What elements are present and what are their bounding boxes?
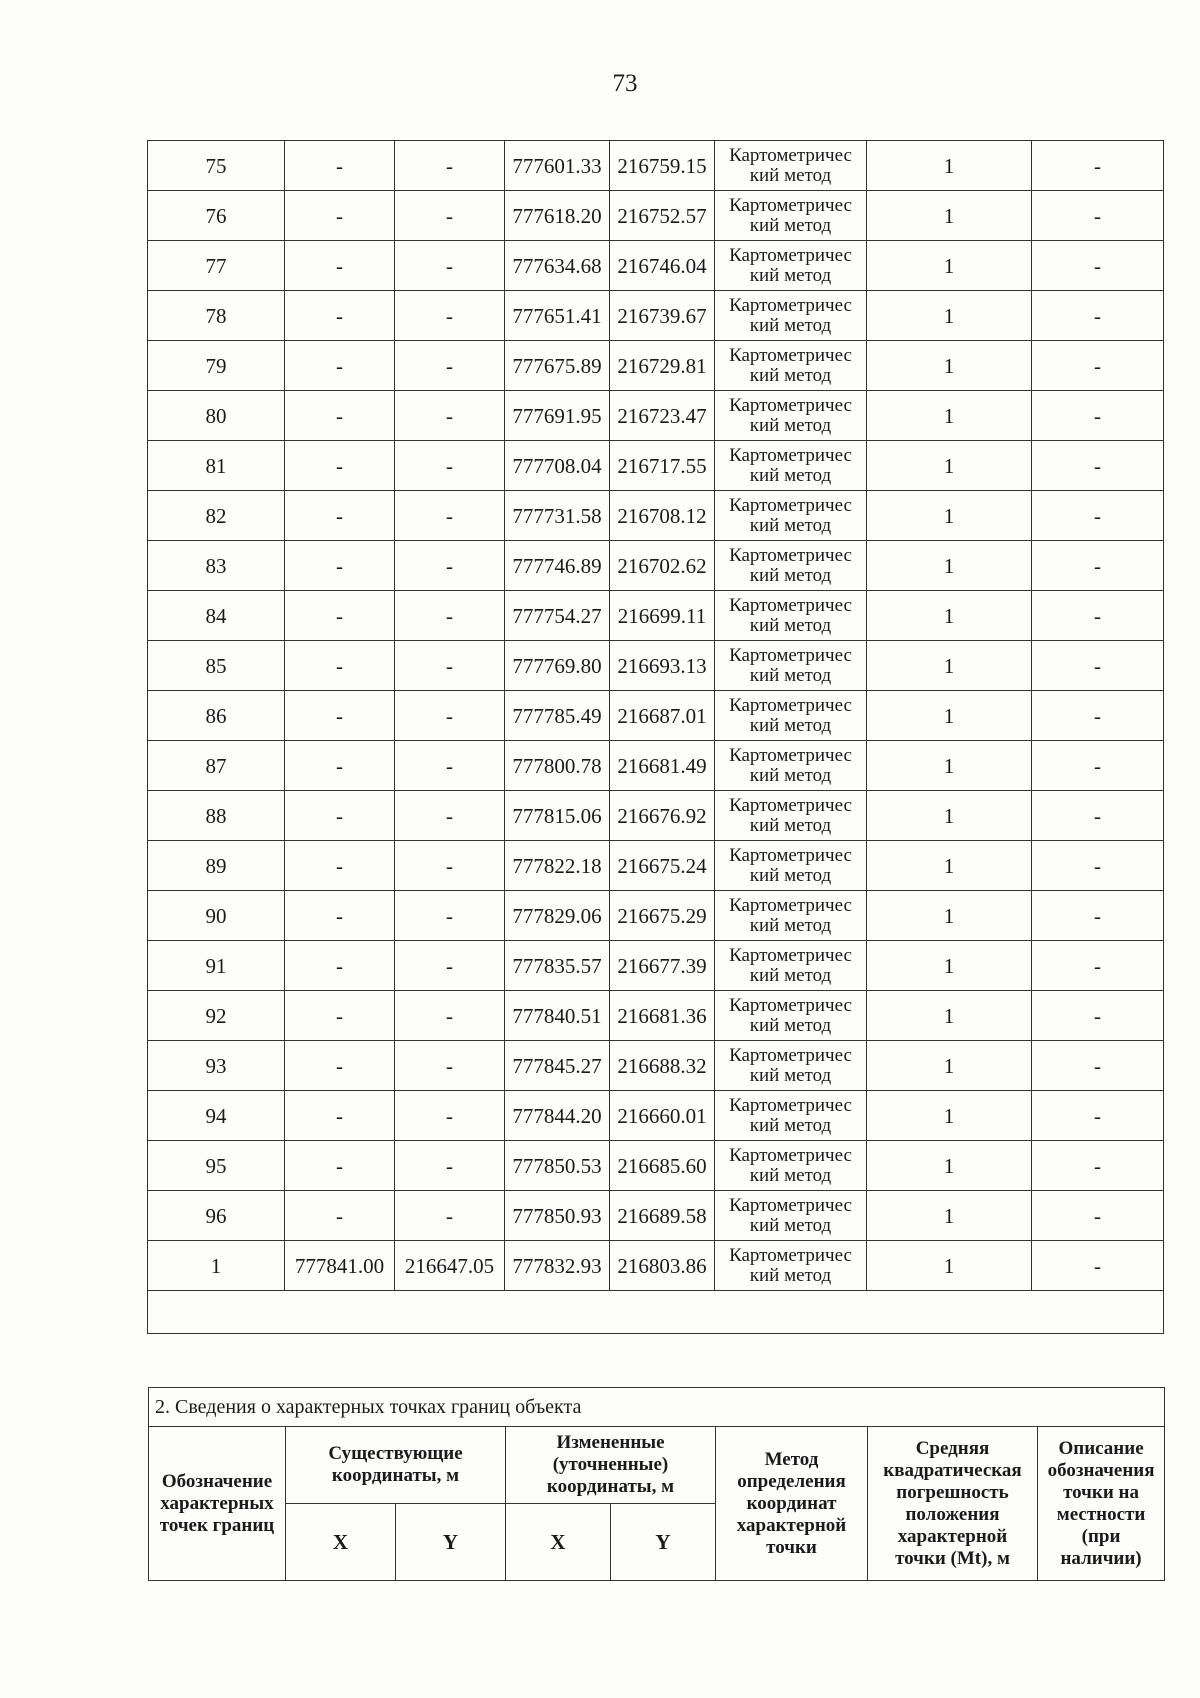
header-line: местности	[1056, 1503, 1146, 1525]
table-row	[148, 891, 1164, 941]
method-cell	[715, 391, 867, 441]
description-cell: -	[1032, 1141, 1164, 1191]
table-row	[148, 741, 1164, 791]
existing-x-cell: -	[285, 1141, 395, 1191]
existing-y-cell: -	[395, 1041, 505, 1091]
method-line: кий метод	[749, 164, 832, 186]
method-cell	[715, 1191, 867, 1241]
method-line: кий метод	[749, 264, 832, 286]
existing-y-cell: -	[395, 291, 505, 341]
header-line: наличии)	[1060, 1547, 1142, 1569]
existing-x-cell: -	[285, 141, 395, 191]
method-line: кий метод	[749, 814, 832, 836]
changed-x-cell: 777845.27	[505, 1041, 610, 1091]
changed-y-cell: 216688.32	[610, 1041, 715, 1091]
mt-cell: 1	[867, 1091, 1032, 1141]
header-line: Метод	[764, 1448, 819, 1470]
method-cell	[715, 241, 867, 291]
mt-cell: 1	[867, 941, 1032, 991]
existing-x-cell: -	[285, 441, 395, 491]
method-line: кий метод	[749, 664, 832, 686]
mt-cell: 1	[867, 441, 1032, 491]
existing-x-cell: -	[285, 591, 395, 641]
existing-y-cell: -	[395, 941, 505, 991]
method-line: кий метод	[749, 564, 832, 586]
table-row	[148, 241, 1164, 291]
mt-cell: 1	[867, 791, 1032, 841]
section-caption: 2. Сведения о характерных точках границ объекта	[149, 1388, 1165, 1427]
existing-y-cell: -	[395, 441, 505, 491]
description-cell: -	[1032, 241, 1164, 291]
existing-x-cell: -	[285, 741, 395, 791]
header-line: погрешность	[896, 1481, 1009, 1503]
header-line: Средняя	[915, 1437, 990, 1459]
method-line: кий метод	[749, 1164, 832, 1186]
existing-x-cell: -	[285, 991, 395, 1041]
method-line: Картометричес	[729, 194, 852, 216]
description-cell: -	[1032, 941, 1164, 991]
existing-y-cell: -	[395, 191, 505, 241]
points-table	[147, 140, 1164, 1334]
method-cell	[715, 191, 867, 241]
changed-x-cell: 777708.04	[505, 441, 610, 491]
changed-y-cell: 216675.24	[610, 841, 715, 891]
existing-y-cell: -	[395, 791, 505, 841]
point-id-cell: 79	[148, 341, 285, 391]
method-line: Картометричес	[729, 1244, 852, 1266]
existing-y-cell: -	[395, 1141, 505, 1191]
method-line: Картометричес	[729, 894, 852, 916]
mt-cell: 1	[867, 691, 1032, 741]
existing-x-cell: -	[285, 641, 395, 691]
changed-y-cell: 216660.01	[610, 1091, 715, 1141]
point-id-cell: 76	[148, 191, 285, 241]
existing-x-cell: -	[285, 341, 395, 391]
changed-x-cell: 777746.89	[505, 541, 610, 591]
method-cell	[715, 541, 867, 591]
changed-y-cell: 216699.11	[610, 591, 715, 641]
table-row	[148, 791, 1164, 841]
method-line: Картометричес	[729, 444, 852, 466]
description-cell: -	[1032, 1191, 1164, 1241]
mt-cell: 1	[867, 191, 1032, 241]
existing-y-cell: -	[395, 591, 505, 641]
table-row	[148, 291, 1164, 341]
header-line: точек границ	[159, 1514, 275, 1536]
method-line: кий метод	[749, 1114, 832, 1136]
mt-cell: 1	[867, 1141, 1032, 1191]
method-cell	[715, 891, 867, 941]
description-cell: -	[1032, 341, 1164, 391]
method-cell	[715, 1041, 867, 1091]
page-number: 73	[612, 70, 638, 97]
existing-y-cell: -	[395, 341, 505, 391]
point-id-cell: 83	[148, 541, 285, 591]
header-method	[716, 1427, 868, 1581]
table-row	[148, 1191, 1164, 1241]
method-line: Картометричес	[729, 1194, 852, 1216]
existing-y-cell: -	[395, 391, 505, 441]
changed-x-cell: 777850.53	[505, 1141, 610, 1191]
method-cell	[715, 291, 867, 341]
changed-y-cell: 216681.36	[610, 991, 715, 1041]
description-cell: -	[1032, 1091, 1164, 1141]
point-id-cell: 81	[148, 441, 285, 491]
existing-y-cell: -	[395, 541, 505, 591]
method-cell	[715, 491, 867, 541]
table-row	[148, 641, 1164, 691]
header-designation	[149, 1427, 286, 1581]
description-cell: -	[1032, 141, 1164, 191]
method-cell	[715, 341, 867, 391]
description-cell: -	[1032, 1241, 1164, 1291]
changed-y-cell: 216752.57	[610, 191, 715, 241]
table-row	[148, 841, 1164, 891]
section2-header-table	[148, 1387, 1165, 1581]
existing-x-cell: -	[285, 1091, 395, 1141]
method-line: Картометричес	[729, 1044, 852, 1066]
method-line: кий метод	[749, 1064, 832, 1086]
mt-cell: 1	[867, 391, 1032, 441]
existing-y-cell: -	[395, 1191, 505, 1241]
existing-y-cell: -	[395, 891, 505, 941]
header-line: (при	[1081, 1525, 1121, 1547]
header-existing-y: Y	[396, 1504, 506, 1581]
blank-cell	[148, 1291, 1164, 1334]
mt-cell: 1	[867, 541, 1032, 591]
header-line: точки (Mt), м	[895, 1547, 1010, 1569]
mt-cell: 1	[867, 291, 1032, 341]
mt-cell: 1	[867, 891, 1032, 941]
table-row	[148, 1091, 1164, 1141]
method-cell	[715, 1241, 867, 1291]
changed-x-cell: 777618.20	[505, 191, 610, 241]
header-line: положения	[905, 1503, 1000, 1525]
table-row	[148, 491, 1164, 541]
mt-cell: 1	[867, 741, 1032, 791]
description-cell: -	[1032, 291, 1164, 341]
description-cell: -	[1032, 741, 1164, 791]
mt-cell: 1	[867, 591, 1032, 641]
existing-x-cell: 777841.00	[285, 1241, 395, 1291]
header-existing-x: X	[286, 1504, 396, 1581]
method-line: Картометричес	[729, 244, 852, 266]
table-row	[148, 1041, 1164, 1091]
existing-y-cell: -	[395, 491, 505, 541]
changed-y-cell: 216677.39	[610, 941, 715, 991]
existing-y-cell: -	[395, 141, 505, 191]
changed-x-cell: 777601.33	[505, 141, 610, 191]
existing-x-cell: -	[285, 891, 395, 941]
mt-cell: 1	[867, 991, 1032, 1041]
changed-y-cell: 216693.13	[610, 641, 715, 691]
header-line: характерных	[160, 1492, 274, 1514]
changed-y-cell: 216803.86	[610, 1241, 715, 1291]
table-row	[148, 691, 1164, 741]
method-line: Картометричес	[729, 1094, 852, 1116]
changed-x-cell: 777832.93	[505, 1241, 610, 1291]
header-changed-y: Y	[611, 1504, 716, 1581]
method-line: Картометричес	[729, 594, 852, 616]
existing-y-cell: -	[395, 241, 505, 291]
existing-y-cell: -	[395, 691, 505, 741]
existing-y-cell: -	[395, 741, 505, 791]
method-line: Картометричес	[729, 694, 852, 716]
header-changed-coords	[506, 1427, 716, 1504]
changed-x-cell: 777815.06	[505, 791, 610, 841]
changed-x-cell: 777840.51	[505, 991, 610, 1041]
header-existing-coords	[286, 1427, 506, 1504]
changed-x-cell: 777634.68	[505, 241, 610, 291]
method-line: Картометричес	[729, 994, 852, 1016]
point-id-cell: 92	[148, 991, 285, 1041]
point-id-cell: 94	[148, 1091, 285, 1141]
method-line: Картометричес	[729, 744, 852, 766]
existing-x-cell: -	[285, 541, 395, 591]
existing-x-cell: -	[285, 291, 395, 341]
table-row	[148, 941, 1164, 991]
changed-y-cell: 216746.04	[610, 241, 715, 291]
method-cell	[715, 741, 867, 791]
existing-y-cell: -	[395, 841, 505, 891]
method-line: Картометричес	[729, 544, 852, 566]
table-row	[148, 991, 1164, 1041]
point-id-cell: 86	[148, 691, 285, 741]
existing-x-cell: -	[285, 491, 395, 541]
header-changed-x: X	[506, 1504, 611, 1581]
mt-cell: 1	[867, 1241, 1032, 1291]
header-description	[1038, 1427, 1165, 1581]
description-cell: -	[1032, 841, 1164, 891]
description-cell: -	[1032, 1041, 1164, 1091]
description-cell: -	[1032, 791, 1164, 841]
method-line: кий метод	[749, 964, 832, 986]
point-id-cell: 90	[148, 891, 285, 941]
method-line: кий метод	[749, 864, 832, 886]
changed-y-cell: 216681.49	[610, 741, 715, 791]
method-line: Картометричес	[729, 644, 852, 666]
description-cell: -	[1032, 541, 1164, 591]
method-line: кий метод	[749, 1014, 832, 1036]
changed-x-cell: 777769.80	[505, 641, 610, 691]
method-cell	[715, 991, 867, 1041]
point-id-cell: 87	[148, 741, 285, 791]
method-line: Картометричес	[729, 844, 852, 866]
header-line: Обозначение	[161, 1470, 273, 1492]
changed-x-cell: 777822.18	[505, 841, 610, 891]
changed-y-cell: 216708.12	[610, 491, 715, 541]
table-row	[148, 1241, 1164, 1291]
existing-x-cell: -	[285, 391, 395, 441]
changed-x-cell: 777829.06	[505, 891, 610, 941]
point-id-cell: 89	[148, 841, 285, 891]
header-mt	[868, 1427, 1038, 1581]
existing-x-cell: -	[285, 1191, 395, 1241]
header-line: характерной	[736, 1514, 847, 1536]
method-line: Картометричес	[729, 794, 852, 816]
changed-x-cell: 777835.57	[505, 941, 610, 991]
table-row	[148, 441, 1164, 491]
method-line: кий метод	[749, 414, 832, 436]
method-cell	[715, 441, 867, 491]
changed-x-cell: 777785.49	[505, 691, 610, 741]
point-id-cell: 82	[148, 491, 285, 541]
description-cell: -	[1032, 391, 1164, 441]
header-line: определения	[737, 1470, 846, 1492]
point-id-cell: 80	[148, 391, 285, 441]
changed-y-cell: 216723.47	[610, 391, 715, 441]
point-id-cell: 75	[148, 141, 285, 191]
method-line: кий метод	[749, 314, 832, 336]
table-row	[148, 541, 1164, 591]
changed-x-cell: 777651.41	[505, 291, 610, 341]
description-cell: -	[1032, 491, 1164, 541]
header-line: (уточненные)	[552, 1454, 669, 1475]
existing-x-cell: -	[285, 241, 395, 291]
table-row	[148, 341, 1164, 391]
changed-y-cell: 216702.62	[610, 541, 715, 591]
changed-x-cell: 777844.20	[505, 1091, 610, 1141]
method-cell	[715, 941, 867, 991]
method-cell	[715, 141, 867, 191]
point-id-cell: 85	[148, 641, 285, 691]
description-cell: -	[1032, 891, 1164, 941]
mt-cell: 1	[867, 641, 1032, 691]
method-line: Картометричес	[729, 144, 852, 166]
existing-y-cell: -	[395, 991, 505, 1041]
blank-row	[148, 1291, 1164, 1334]
method-cell	[715, 591, 867, 641]
description-cell: -	[1032, 691, 1164, 741]
description-cell: -	[1032, 191, 1164, 241]
method-line: кий метод	[749, 214, 832, 236]
header-line: координаты, м	[331, 1465, 460, 1486]
method-line: кий метод	[749, 1264, 832, 1286]
existing-y-cell: -	[395, 1091, 505, 1141]
changed-y-cell: 216685.60	[610, 1141, 715, 1191]
method-line: кий метод	[749, 714, 832, 736]
method-cell	[715, 641, 867, 691]
changed-x-cell: 777731.58	[505, 491, 610, 541]
header-line: точки на	[1063, 1481, 1139, 1503]
point-id-cell: 91	[148, 941, 285, 991]
point-id-cell: 93	[148, 1041, 285, 1091]
point-id-cell: 96	[148, 1191, 285, 1241]
header-line: Существующие	[328, 1443, 463, 1464]
method-line: кий метод	[749, 614, 832, 636]
method-line: Картометричес	[729, 494, 852, 516]
existing-x-cell: -	[285, 1041, 395, 1091]
existing-x-cell: -	[285, 941, 395, 991]
method-cell	[715, 1141, 867, 1191]
existing-y-cell: 216647.05	[395, 1241, 505, 1291]
table-row	[148, 391, 1164, 441]
header-line: точки	[766, 1536, 817, 1558]
method-cell	[715, 1091, 867, 1141]
changed-x-cell: 777800.78	[505, 741, 610, 791]
existing-x-cell: -	[285, 841, 395, 891]
method-line: кий метод	[749, 764, 832, 786]
table-row	[148, 591, 1164, 641]
mt-cell: 1	[867, 1041, 1032, 1091]
table-row	[148, 141, 1164, 191]
changed-y-cell: 216739.67	[610, 291, 715, 341]
changed-y-cell: 216687.01	[610, 691, 715, 741]
mt-cell: 1	[867, 841, 1032, 891]
existing-y-cell: -	[395, 641, 505, 691]
changed-y-cell: 216676.92	[610, 791, 715, 841]
point-id-cell: 78	[148, 291, 285, 341]
point-id-cell: 84	[148, 591, 285, 641]
changed-y-cell: 216675.29	[610, 891, 715, 941]
point-id-cell: 77	[148, 241, 285, 291]
method-line: Картометричес	[729, 944, 852, 966]
method-cell	[715, 791, 867, 841]
description-cell: -	[1032, 441, 1164, 491]
method-line: кий метод	[749, 1214, 832, 1236]
method-line: кий метод	[749, 514, 832, 536]
header-line: координат	[746, 1492, 837, 1514]
existing-x-cell: -	[285, 191, 395, 241]
mt-cell: 1	[867, 1191, 1032, 1241]
mt-cell: 1	[867, 491, 1032, 541]
method-line: Картометричес	[729, 344, 852, 366]
header-line: координаты, м	[546, 1476, 675, 1497]
header-line: квадратическая	[883, 1459, 1022, 1481]
changed-y-cell: 216717.55	[610, 441, 715, 491]
description-cell: -	[1032, 591, 1164, 641]
point-id-cell: 1	[148, 1241, 285, 1291]
mt-cell: 1	[867, 141, 1032, 191]
point-id-cell: 88	[148, 791, 285, 841]
changed-x-cell: 777675.89	[505, 341, 610, 391]
changed-y-cell: 216729.81	[610, 341, 715, 391]
description-cell: -	[1032, 641, 1164, 691]
changed-x-cell: 777691.95	[505, 391, 610, 441]
changed-y-cell: 216759.15	[610, 141, 715, 191]
changed-x-cell: 777850.93	[505, 1191, 610, 1241]
changed-y-cell: 216689.58	[610, 1191, 715, 1241]
table-row	[148, 1141, 1164, 1191]
changed-x-cell: 777754.27	[505, 591, 610, 641]
method-line: кий метод	[749, 364, 832, 386]
method-line: Картометричес	[729, 294, 852, 316]
description-cell: -	[1032, 991, 1164, 1041]
mt-cell: 1	[867, 241, 1032, 291]
point-id-cell: 95	[148, 1141, 285, 1191]
method-line: Картометричес	[729, 1144, 852, 1166]
header-line: Описание	[1058, 1437, 1144, 1459]
header-line: Измененные	[556, 1432, 665, 1453]
header-line: обозначения	[1047, 1459, 1155, 1481]
method-line: кий метод	[749, 464, 832, 486]
method-cell	[715, 841, 867, 891]
method-line: кий метод	[749, 914, 832, 936]
table-row	[148, 191, 1164, 241]
existing-x-cell: -	[285, 691, 395, 741]
mt-cell: 1	[867, 341, 1032, 391]
method-cell	[715, 691, 867, 741]
header-line: характерной	[897, 1525, 1008, 1547]
existing-x-cell: -	[285, 791, 395, 841]
method-line: Картометричес	[729, 394, 852, 416]
